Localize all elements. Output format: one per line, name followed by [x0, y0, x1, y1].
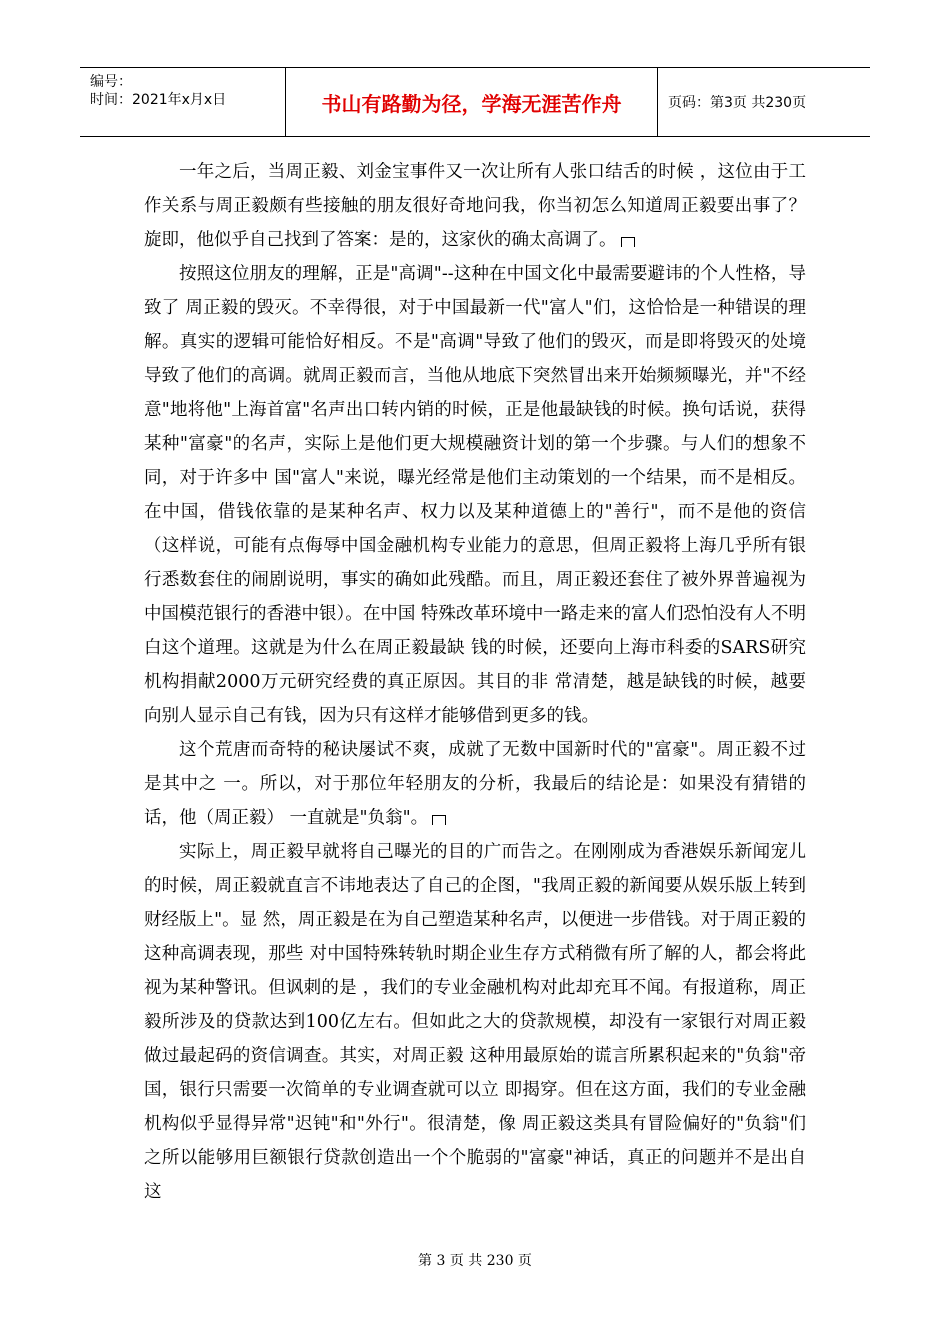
header-left-cell [80, 68, 285, 136]
header-right-cell [658, 68, 870, 136]
paragraph: 按照这位朋友的理解，正是"高调"--这种在中国文化中最需要避讳的个人性格，导致了 周正毅的毁灭。不幸得很，对于中国最新一代"富人"们，这恰恰是一种错误的理解。真实的逻辑可能恰好相反。不是"高调"导致了他们的毁灭，而是即将毁灭的处境导致了他们的高调。就周正毅而言，当他从地底下突然冒出来开始频频曝光，并"不经意"地将他"上海首富"名声出口转内销的时候，正是他最缺钱的时候。换句话说，获得某种"富豪"的名声，实际上是他们更大规模融资计划的第一个步骤。与人们的想象不同，对于许多中 国"富人"来说，曝光经常是他们主动策划的一个结果，而不是相反。在中国，借钱依靠的是某种名声、权力以及某种道德上的"善行"，而不是他的资信（这样说，可能有点侮辱中国金融机构专业能力的意思，但周正毅将上海几乎所有银行悉数套住的闹剧说明，事实的确如此残酷。而且，周正毅还套住了被外界普遍视为中国模范银行的香港中银）。在中国 特殊改革环境中一路走来的富人们恐怕没有人不明白这个道理。这就是为什么在周正毅最缺 钱的时候，还要向上海市科委的SARS研究机构捐献2000万元研究经费的真正原因。其目的非 常清楚，越是缺钱的时候，越要向别人显示自己有钱，因为只有这样才能够借到更多的钱。 [144, 264, 806, 726]
paragraph [144, 733, 806, 835]
paragraph [144, 155, 806, 257]
header-page-info: 页码：第3页 共230页 [668, 95, 807, 111]
paragraph-text: 这个荒唐而奇特的秘诀屡试不爽，成就了无数中国新时代的"富豪"。周正毅不过是其中之 一。所以，对于那位年轻朋友的分析，我最后的结论是：如果没有猜错的话，他（周正毅） 一直就是"负翁"。 [144, 740, 806, 828]
document-body [144, 155, 806, 1209]
paragraph-mark-icon [432, 815, 446, 825]
page-header [80, 67, 870, 137]
document-number-label: 编号： [90, 74, 132, 90]
document-date-label: 时间：2021年x月x日 [90, 92, 227, 108]
header-motto-cell [285, 68, 658, 136]
page-footer: 第 3 页 共 230 页 [418, 1253, 532, 1269]
paragraph-text: 一年之后，当周正毅、刘金宝事件又一次让所有人张口结舌的时候 ，这位由于工作关系与周正毅颇有些接触的朋友很好奇地问我，你当初怎么知道周正毅要出事了？旋即，他似乎自己找到了答案：是的，这家伙的确太高调了。 [144, 162, 806, 250]
paragraph: 实际上，周正毅早就将自己曝光的目的广而告之。在刚刚成为香港娱乐新闻宠儿的时候，周正毅就直言不讳地表达了自己的企图，"我周正毅的新闻要从娱乐版上转到财经版上"。显 然，周正毅是在为自己塑造某种名声，以便进一步借钱。对于周正毅的这种高调表现，那些 对中国特殊转轨时期企业生存方式稍微有所了解的人，都会将此视为某种警讯。但讽刺的是 ，我们的专业金融机构对此却充耳不闻。有报道称，周正毅所涉及的贷款达到100亿左右。但如此之大的贷款规模，却没有一家银行对周正毅做过最起码的资信调查。其实，对周正毅 这种用最原始的谎言所累积起来的"负翁"帝国，银行只需要一次简单的专业调查就可以立 即揭穿。但在这方面，我们的专业金融机构似乎显得异常"迟钝"和"外行"。很清楚，像 周正毅这类具有冒险偏好的"负翁"们之所以能够用巨额银行贷款创造出一个个脆弱的"富豪"神话，真正的问题并不是出自这 [144, 842, 806, 1202]
header-motto: 书山有路勤为径，学海无涯苦作舟 [321, 91, 622, 116]
paragraph-mark-icon [621, 237, 635, 247]
